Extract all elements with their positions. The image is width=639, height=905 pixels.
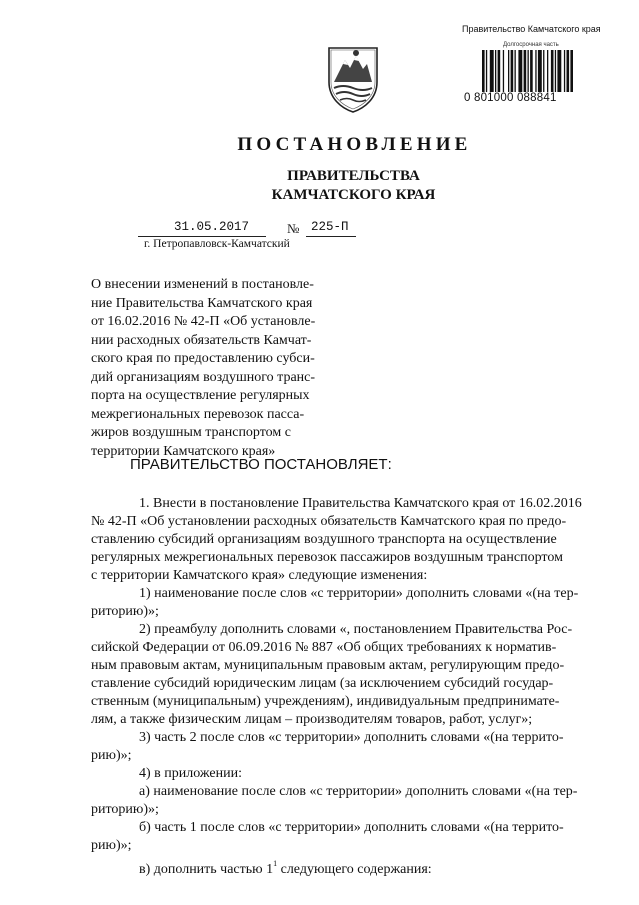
subject-line: ского края по предоставлению субси- [91, 351, 315, 366]
subject-line: ние Правительства Камчатского края [91, 295, 313, 311]
document-date: 31.05.2017 [174, 220, 250, 234]
city: г. Петропавловск-Камчатский [144, 238, 290, 250]
stamp-organization: Правительство Камчатского края [462, 24, 601, 34]
date-underline [138, 236, 266, 237]
issuing-authority [0, 167, 639, 205]
body-line: риторию)»; [91, 802, 159, 817]
document-number: 225-П [311, 220, 349, 234]
body-line: ставление субсидий юридическим лицам (за исключением субсидий государ- [91, 676, 554, 691]
body-line-last [91, 855, 613, 879]
kamchatka-emblem-icon [325, 42, 381, 114]
body-line: лям, а также физическим лицам – производителям товаров, работ, услуг»; [91, 712, 533, 727]
body-line: 3) часть 2 после слов «с территории» дополнить словами «(на террито- [139, 730, 564, 745]
decree-heading: ПРАВИТЕЛЬСТВО ПОСТАНОВЛЯЕТ: [130, 456, 392, 473]
barcode-number: 0 801000 088841 [464, 92, 557, 104]
subject-line: межрегиональных перевозок пасса- [91, 406, 305, 422]
number-underline [306, 236, 356, 237]
body-line: 1) наименование после слов «с территории» дополнить словами «(на тер- [139, 586, 579, 601]
subject-line: О внесении изменений в постановле- [91, 277, 314, 292]
subject-line: дий организациям воздушного транс- [91, 369, 316, 385]
body-line: 1. Внести в постановление Правительства Камчатского края от 16.02.2016 [139, 496, 582, 511]
body-line: ственным (муниципальным) учреждениям), индивидуальным предпринимате- [91, 694, 560, 709]
body-line: ным правовым актам, муниципальным правовым актам, регулирующим предо- [91, 658, 565, 673]
last-line-superscript: 1 [273, 859, 278, 868]
subject-line: от 16.02.2016 № 42-П «Об установле- [91, 314, 316, 329]
authority-line-2: КАМЧАТСКОГО КРАЯ [271, 187, 436, 203]
body-line: с территории Камчатского края» следующие изменения: [91, 568, 428, 583]
body-line: рию)»; [91, 838, 132, 853]
authority-line-1: ПРАВИТЕЛЬСТВА [287, 168, 420, 184]
body-line: рию)»; [91, 748, 132, 763]
subject-line: нии расходных обязательств Камчат- [91, 332, 312, 348]
body-line: № 42-П «Об установлении расходных обязательств Камчатского края по предо- [91, 514, 567, 529]
body-line: регулярных межрегиональных перевозок пассажиров воздушным транспортом [91, 550, 563, 565]
body-line: риторию)»; [91, 604, 159, 619]
last-line-tail: следующего содержания: [277, 862, 432, 877]
stamp-subtext: Долгосрочная часть [503, 42, 559, 48]
document-title: ПОСТАНОВЛЕНИЕ [237, 134, 472, 155]
number-sign: № [287, 221, 300, 236]
body-line: б) часть 1 после слов «с территории» дополнить словами «(на террито- [139, 820, 564, 835]
document-body [91, 495, 613, 879]
body-line: ставлению субсидий организациям воздушного транспорта на осуществление [91, 532, 557, 547]
subject-line: порта на осуществление регулярных [91, 388, 310, 403]
subject-line: жиров воздушным транспортом с [91, 425, 291, 440]
body-line: а) наименование после слов «с территории» дополнить словами «(на тер- [139, 784, 578, 799]
barcode-icon [482, 50, 602, 92]
body-line: сийской Федерации от 06.09.2016 № 887 «Об общих требованиях к норматив- [91, 640, 557, 655]
document-subject [91, 276, 352, 461]
last-line-text: в) дополнить частью 1 [139, 862, 274, 877]
subject-line: территории Камчатского края» [91, 443, 276, 459]
body-line: 4) в приложении: [139, 766, 242, 781]
body-line: 2) преамбулу дополнить словами «, постановлением Правительства Рос- [139, 622, 573, 637]
